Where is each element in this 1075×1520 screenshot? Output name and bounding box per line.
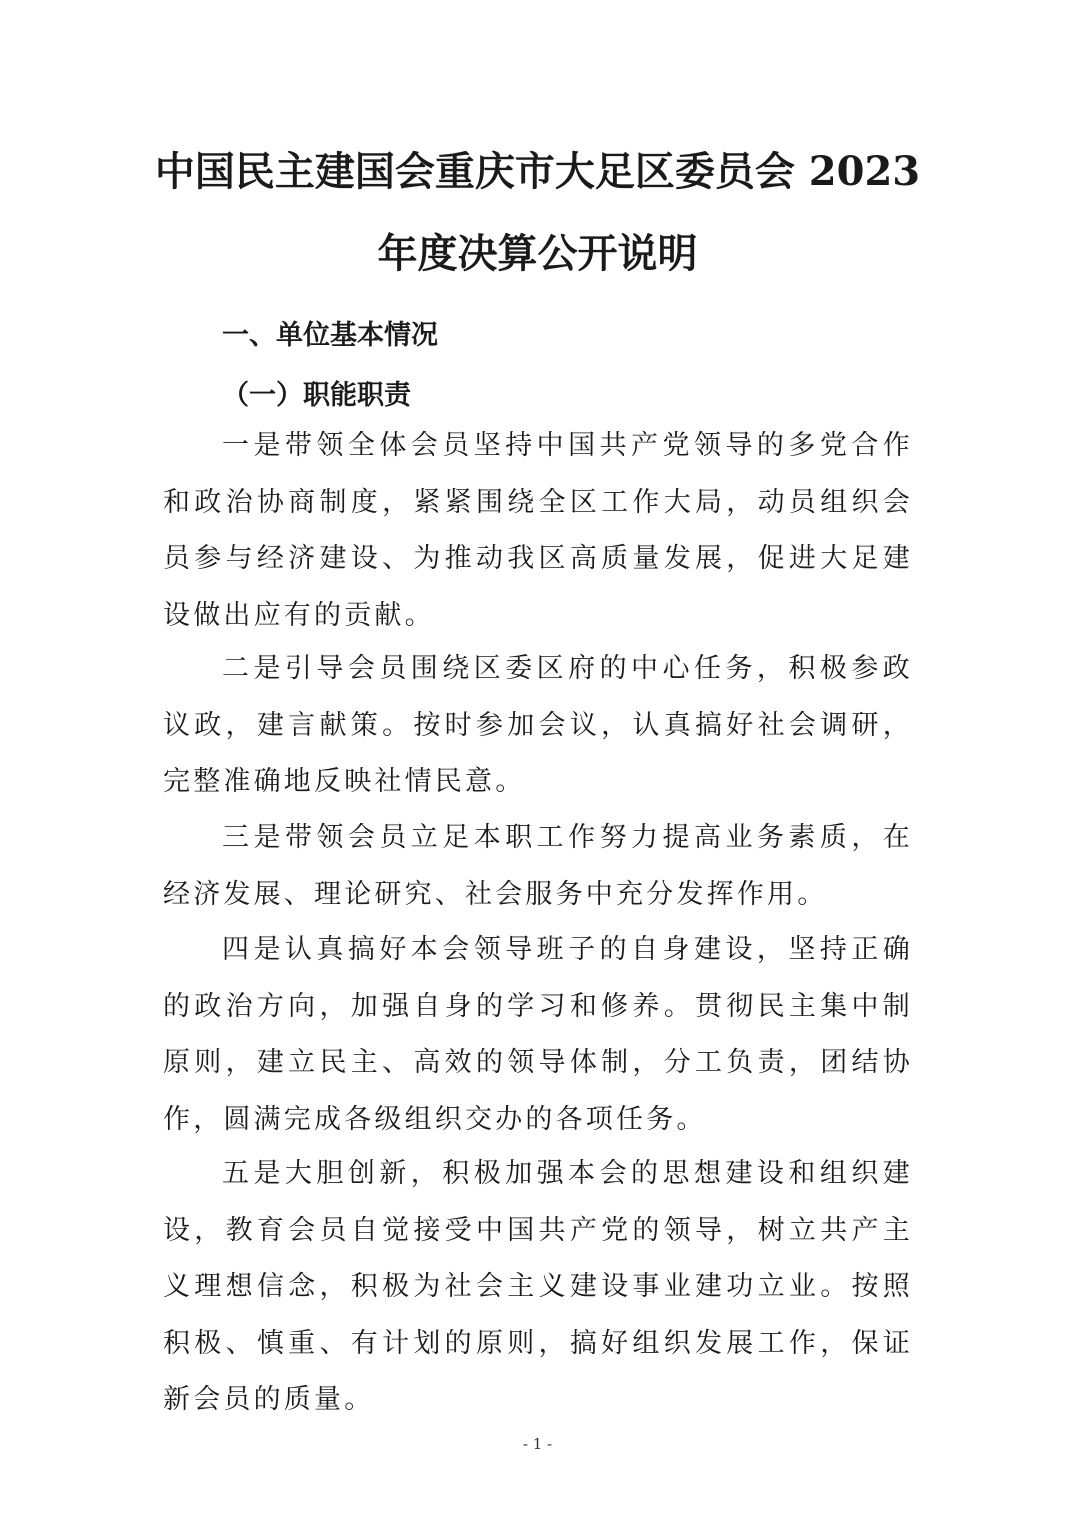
section-heading: 一、单位基本情况 [222,320,438,351]
paragraph-duty-3: 三是带领会员立足本职工作努力提高业务素质，在经济发展、理论研究、社会服务中充分发挥作用。 [163,822,913,910]
page-number: - 1 - [522,1435,553,1453]
paragraph-duty-2: 二是引导会员围绕区委区府的中心任务，积极参政议政，建言献策。按时参加会议，认真搞好社会调研，完整准确地反映社情民意。 [163,653,913,797]
paragraph-duty-5: 五是大胆创新，积极加强本会的思想建设和组织建设，教育会员自觉接受中国共产党的领导，树立共产主义理想信念，积极为社会主义建设事业建功立业。按照积极、慎重、有计划的原则，搞好组织发展工作，保证新会员的质量。 [163,1158,913,1415]
document-title-line-2: 年度决算公开说明 [377,230,698,277]
document-title-line-1: 中国民主建国会重庆市大足区委员会 2023 [154,148,921,195]
paragraph-duty-4: 四是认真搞好本会领导班子的自身建设，坚持正确的政治方向，加强自身的学习和修养。贯彻民主集中制原则，建立民主、高效的领导体制，分工负责，团结协作，圆满完成各级组织交办的各项任务。 [163,934,913,1135]
sub-heading: （一）职能职责 [222,380,411,411]
paragraph-duty-1: 一是带领全体会员坚持中国共产党领导的多党合作和政治协商制度，紧紧围绕全区工作大局，动员组织会员参与经济建设、为推动我区高质量发展，促进大足建设做出应有的贡献。 [163,430,913,631]
